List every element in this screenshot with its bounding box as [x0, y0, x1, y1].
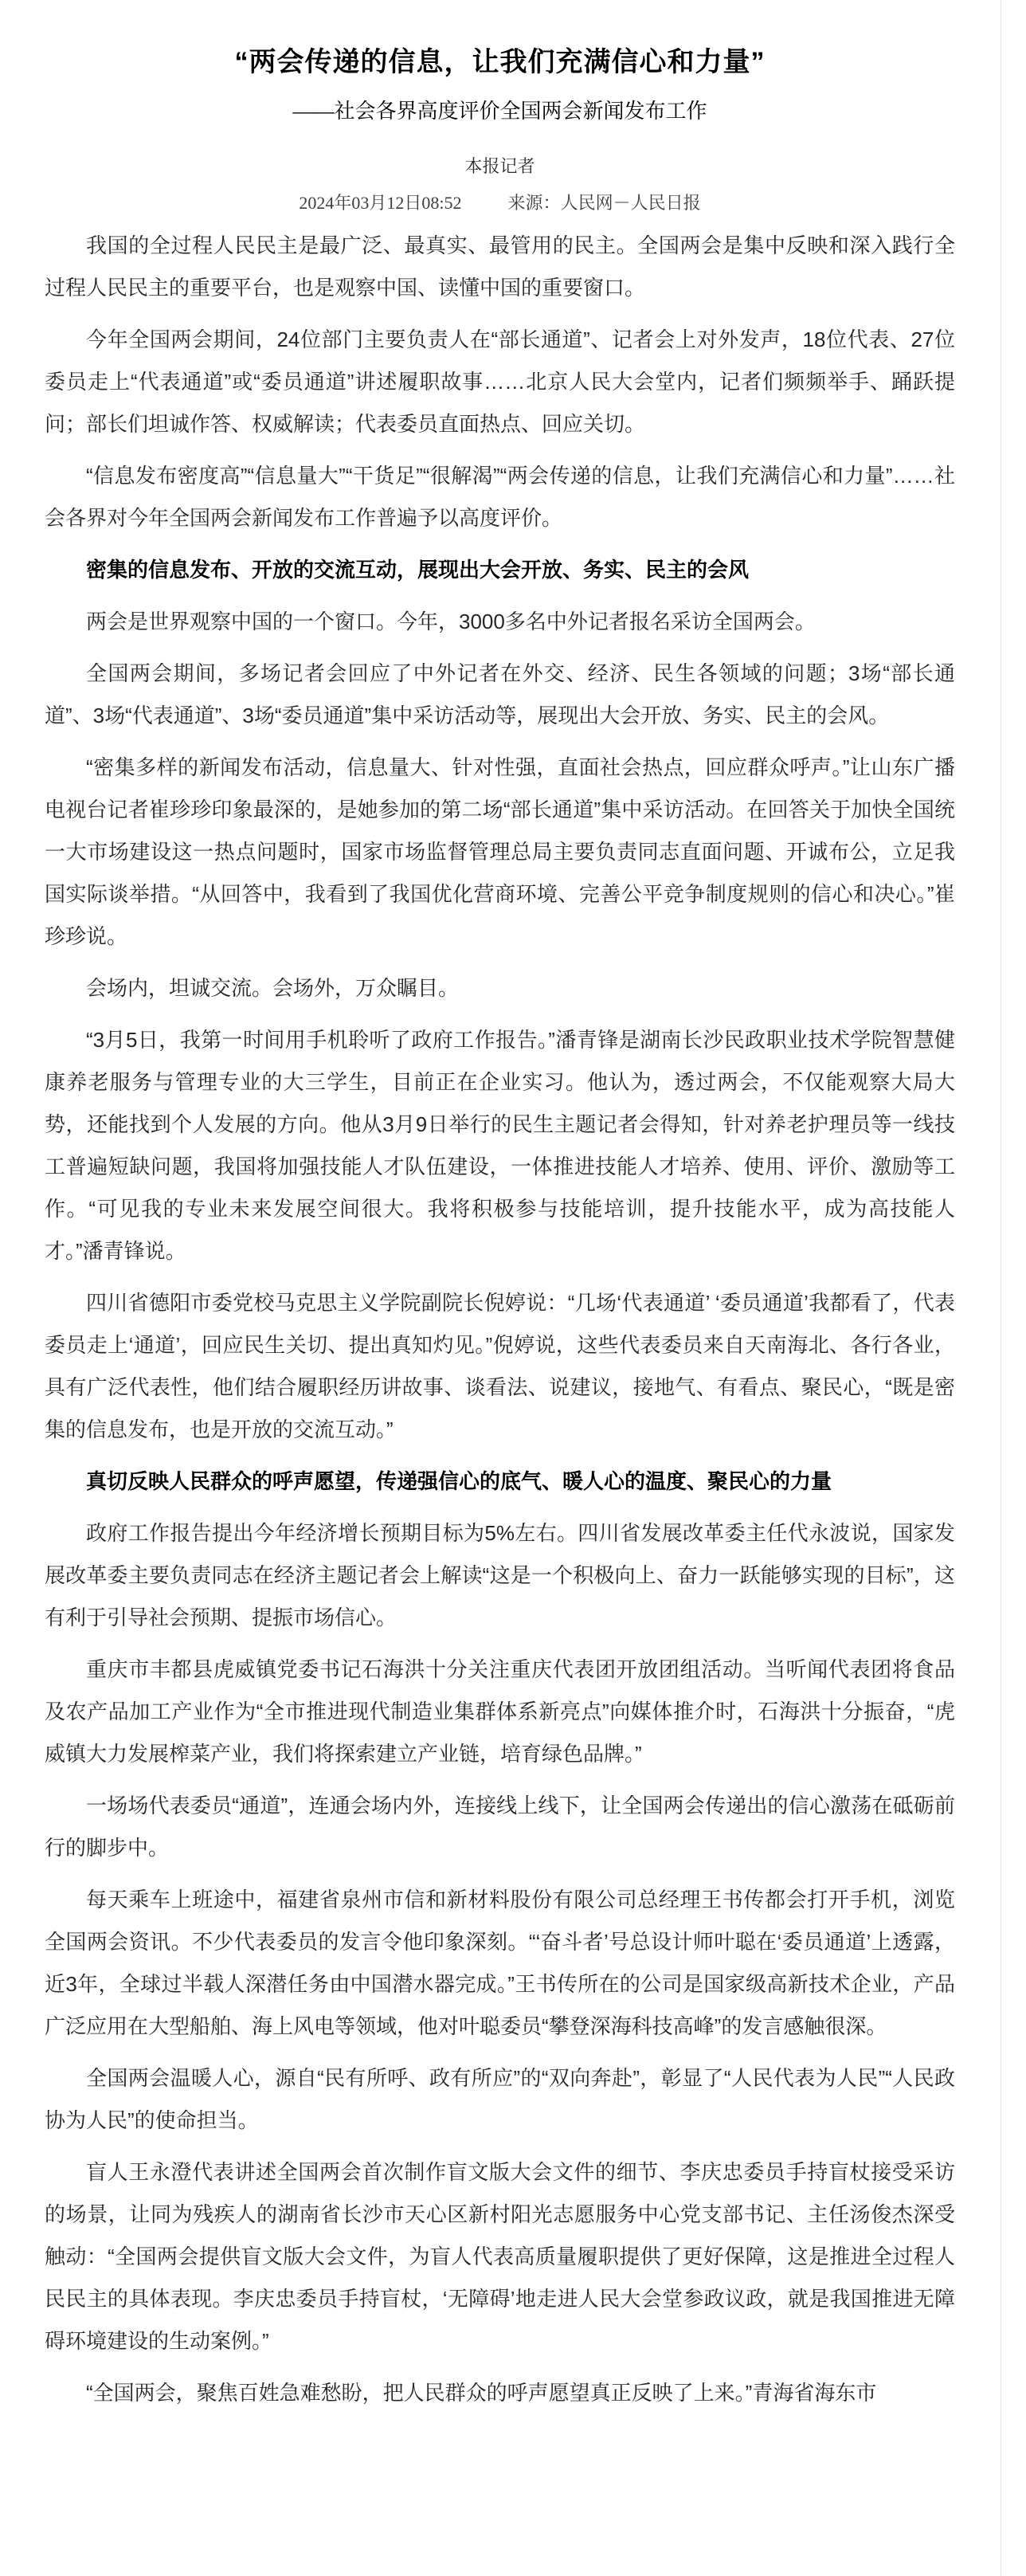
- article-subtitle: ——社会各界高度评价全国两会新闻发布工作: [292, 100, 707, 123]
- article-paragraph: 两会是世界观察中国的一个窗口。今年，3000多名中外记者报名采访全国两会。: [86, 610, 816, 633]
- section-heading: 密集的信息发布、开放的交流互动，展现出大会开放、务实、民主的会风: [86, 558, 750, 582]
- source-label: 来源：: [507, 193, 561, 213]
- article-paragraph: 一场场代表委员“通道”，连通会场内外，连接线上线下，让全国两会传递出的信心激荡在砥砺前行的脚步中。: [45, 1794, 955, 1860]
- article-paragraph: 会场内，坦诚交流。会场外，万众瞩目。: [86, 976, 460, 1000]
- article-title: “两会传递的信息，让我们充满信心和力量”: [234, 47, 766, 77]
- article-body: [45, 225, 955, 2414]
- source-line: [508, 193, 701, 213]
- article-meta: [45, 191, 955, 215]
- article-paragraph: “3月5日，我第一时间用手机聆听了政府工作报告。”潘青锋是湖南长沙民政职业技术学院智慧健康养老服务与管理专业的大三学生，目前正在企业实习。他认为，透过两会，不仅能观察大局大势，还能找到个人发展的方向。他从3月9日举行的民生主题记者会得知，针对养老护理员等一线技工普遍短缺问题，我国将加强技能人才队伍建设，一体推进技能人才培养、使用、评价、激励等工作。“可见我的专业未来发展空间很大。我将积极参与技能培训，提升技能水平，成为高技能人才。”潘青锋说。: [45, 1028, 955, 1263]
- article-source: 人民网－人民日报: [560, 193, 701, 213]
- article-paragraph: 我国的全过程人民民主是最广泛、最真实、最管用的民主。全国两会是集中反映和深入践行全过程人民民主的重要平台，也是观察中国、读懂中国的重要窗口。: [45, 233, 955, 300]
- article-paragraph: 政府工作报告提出今年经济增长预期目标为5%左右。四川省发展改革委主任代永波说，国家发展改革委主要负责同志在经济主题记者会上解读“这是一个积极向上、奋力一跃能够实现的目标”，这有利于引导社会预期、提振市场信心。: [45, 1521, 955, 1629]
- article-paragraph: “全国两会，聚焦百姓急难愁盼，把人民群众的呼声愿望真正反映了上来。”青海省海东市: [86, 2381, 877, 2405]
- article-paragraph: 全国两会期间，多场记者会回应了中外记者在外交、经济、民生各领域的问题；3场“部长通道”、3场“代表通道”、3场“委员通道”集中采访活动等，展现出大会开放、务实、民主的会风。: [45, 661, 955, 727]
- publish-time: 2024年03月12日08:52: [299, 193, 462, 213]
- article-paragraph: 全国两会温暖人心，源自“民有所呼、政有所应”的“双向奔赴”，彰显了“人民代表为人民”“人民政协为人民”的使命担当。: [45, 2066, 955, 2132]
- article-byline: 本报记者: [464, 156, 535, 176]
- article-paragraph: 重庆市丰都县虎威镇党委书记石海洪十分关注重庆代表团开放团组活动。当听闻代表团将食品及农产品加工产业作为“全市推进现代制造业集群体系新亮点”向媒体推介时，石海洪十分振奋，“虎威镇大力发展榨菜产业，我们将探索建立产业链，培育绿色品牌。”: [45, 1657, 955, 1766]
- article-paragraph: “密集多样的新闻发布活动，信息量大、针对性强，直面社会热点，回应群众呼声。”让山东广播电视台记者崔珍珍印象最深的，是她参加的第二场“部长通道”集中采访活动。在回答关于加快全国统一大市场建设这一热点问题时，国家市场监督管理总局主要负责同志直面问题、开诚布公，立足我国实际谈举措。“从回答中，我看到了我国优化营商环境、完善公平竞争制度规则的信心和决心。”崔珍珍说。: [45, 755, 955, 948]
- article-paragraph: 四川省德阳市委党校马克思主义学院副院长倪婷说：“几场‘代表通道’ ‘委员通道’我都看了，代表委员走上‘通道’，回应民生关切、提出真知灼见。”倪婷说，这些代表委员来自天南海北、各行各业，具有广泛代表性，他们结合履职经历讲故事、谈看法、说建议，接地气、有看点、聚民心，“既是密集的信息发布，也是开放的交流互动。”: [45, 1291, 955, 1441]
- article-paragraph: 每天乘车上班途中，福建省泉州市信和新材料股份有限公司总经理王书传都会打开手机，浏览全国两会资讯。不少代表委员的发言令他印象深刻。“‘奋斗者’号总设计师叶聪在‘委员通道’上透露，近3年，全球过半载人深潜任务由中国潜水器完成。”王书传所在的公司是国家级高新技术企业，产品广泛应用在大型船舶、海上风电等领域，他对叶聪委员“攀登深海科技高峰”的发言感触很深。: [45, 1888, 955, 2038]
- article-paragraph: 盲人王永澄代表讲述全国两会首次制作盲文版大会文件的细节、李庆忠委员手持盲杖接受采访的场景，让同为残疾人的湖南省长沙市天心区新村阳光志愿服务中心党支部书记、主任汤俊杰深受触动：“全国两会提供盲文版大会文件，为盲人代表高质量履职提供了更好保障，这是推进全过程人民民主的具体表现。李庆忠委员手持盲杖，‘无障碍’地走进人民大会堂参政议政，就是我国推进无障碍环境建设的生动案例。”: [45, 2160, 955, 2353]
- section-heading: 真切反映人民群众的呼声愿望，传递强信心的底气、暖人心的温度、聚民心的力量: [86, 1469, 832, 1493]
- article-paragraph: “信息发布密度高”“信息量大”“干货足”“很解渴”“两会传递的信息，让我们充满信心和力量”……社会各界对今年全国两会新闻发布工作普遍予以高度评价。: [45, 464, 955, 530]
- article-paragraph: 今年全国两会期间，24位部门主要负责人在“部长通道”、记者会上对外发声，18位代表、27位委员走上“代表通道”或“委员通道”讲述履职故事……北京人民大会堂内，记者们频频举手、踊跃提问；部长们坦诚作答、权威解读；代表委员直面热点、回应关切。: [45, 327, 955, 436]
